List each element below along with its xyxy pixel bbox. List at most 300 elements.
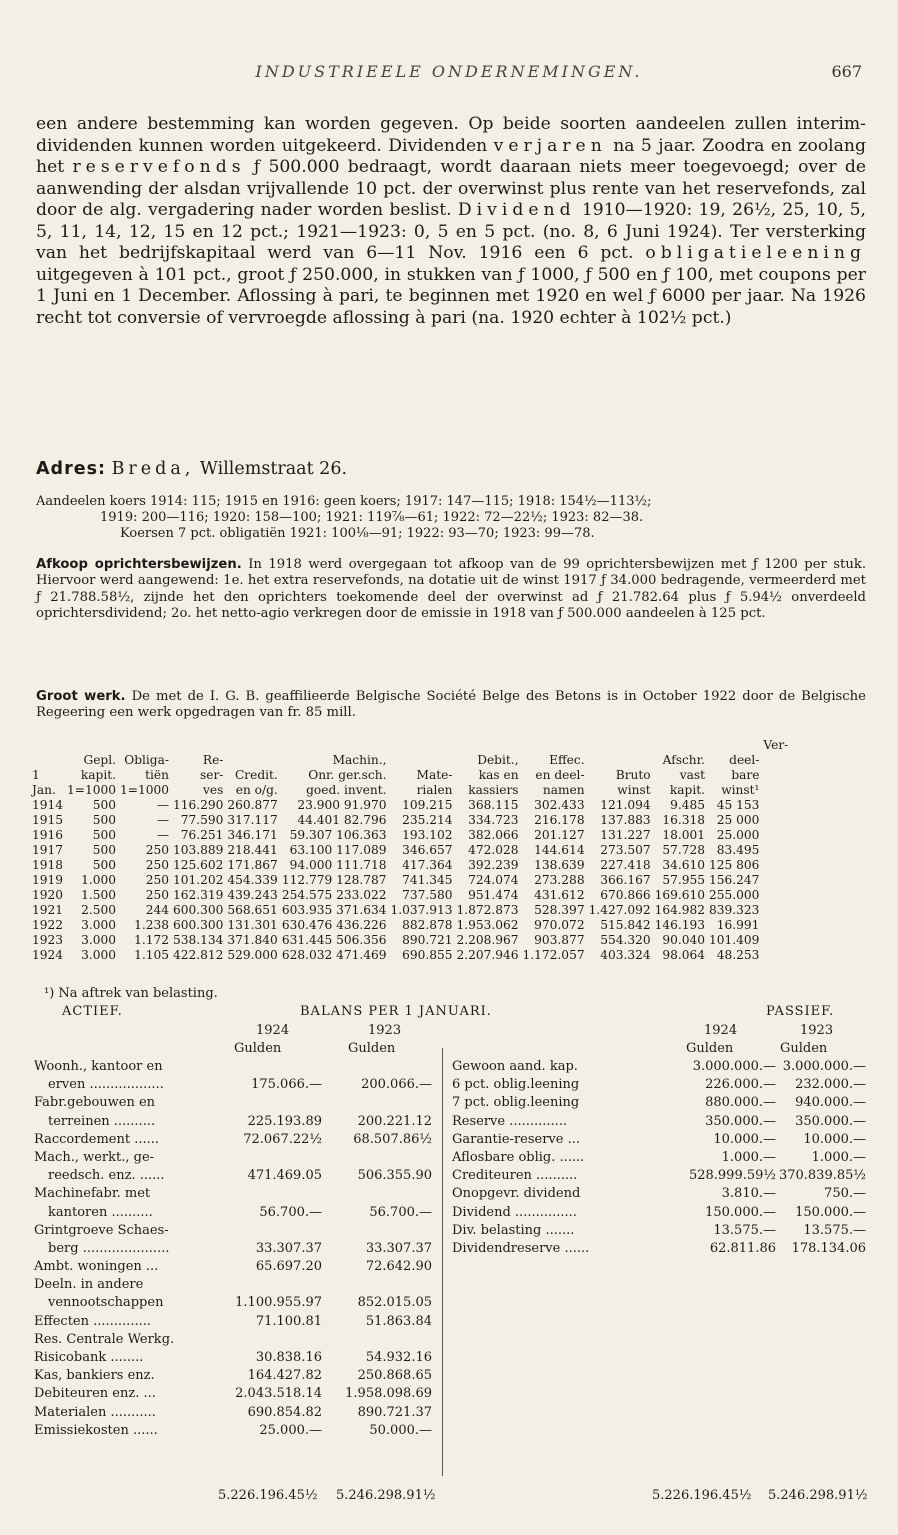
header-cell [225, 753, 279, 768]
header-cell [587, 738, 653, 753]
header-cell: Onr. ger.sch. [308, 768, 387, 782]
value-1924: 226.000.— [705, 1077, 776, 1093]
table-cell: 603.935 371.634 [281, 903, 387, 917]
table-cell: 116.290 [173, 798, 224, 812]
value-1923: 1.958.098.69 [345, 1386, 432, 1402]
actief-row [34, 1222, 434, 1240]
table-cell: 193.102 [402, 828, 453, 842]
value-1923: 350.000.— [795, 1113, 866, 1129]
header-cell [455, 738, 521, 753]
value-1923: 1.000.— [811, 1149, 866, 1165]
table-cell: 1.172 [134, 933, 169, 947]
actief-currency-1924: Gulden [234, 1041, 282, 1056]
table-cell: 1922 [32, 918, 64, 932]
header-cell [587, 753, 653, 768]
value-1923: 232.000.— [795, 1077, 866, 1093]
header-cell [521, 738, 587, 753]
table-cell: 500 [92, 798, 117, 812]
header-cell: winst¹ [721, 783, 760, 797]
table-cell: 346.657 [402, 843, 453, 857]
body-paragraph [36, 114, 866, 329]
value-1924: 1.000.— [721, 1149, 776, 1165]
actief-currency-1923: Gulden [348, 1041, 396, 1056]
table-cell: 109.215 [402, 798, 453, 812]
table-row [30, 888, 790, 903]
table-cell: 890.721 [402, 933, 453, 947]
header-cell [30, 738, 65, 753]
value-1924: 72.067.22½ [243, 1131, 322, 1147]
value-1923: 506.355.90 [357, 1168, 432, 1184]
value-1923: 940.000.— [795, 1095, 866, 1111]
header-cell: ves [203, 783, 224, 797]
table-cell: 9.485 [670, 798, 706, 812]
table-cell: 1916 [32, 828, 64, 842]
header-cell: Gepl. [83, 753, 117, 767]
afkoop-heading: Afkoop oprichtersbewijzen. [36, 557, 242, 572]
table-cell: 255.000 [709, 888, 760, 902]
header-cell: Jan. [32, 783, 56, 797]
item-label: Grintgroeve Schaes- [34, 1222, 169, 1238]
header-cell: deel- [729, 753, 760, 767]
header-cell [118, 738, 171, 753]
header-cell: namen [542, 783, 585, 797]
value-1924: 3.810.— [721, 1186, 776, 1202]
item-label: Reserve .............. [452, 1113, 568, 1129]
actief-row [34, 1349, 434, 1367]
footnote: ¹) Na aftrek van belasting. [44, 986, 218, 1001]
value-1924: 33.307.37 [255, 1240, 322, 1256]
item-label: Machinefabr. met [34, 1186, 151, 1202]
running-title: INDUSTRIEELE ONDERNEMINGEN. [255, 62, 643, 81]
header-cell: tiën [145, 768, 169, 782]
value-1923: 56.700.— [369, 1204, 432, 1220]
passief-row [452, 1113, 872, 1131]
actief-row [34, 1422, 434, 1440]
header-cell [388, 738, 454, 753]
table-cell: 44.401 82.796 [297, 813, 387, 827]
actief-row [34, 1076, 434, 1094]
value-1924: 350.000.— [705, 1113, 776, 1129]
value-1923: 750.— [824, 1186, 866, 1202]
table-cell: 3.000 [81, 933, 117, 947]
value-1924: 2.043.518.14 [235, 1386, 322, 1402]
koers-line: 1919: 200—116; 1920: 158—100; 1921: 119⅞—61; 1922: 72—22½; 1923: 82—38. [100, 510, 644, 525]
table-cell: 18.001 [662, 828, 706, 842]
table-cell: 724.074 [468, 873, 519, 887]
paragraph-text: ƒ 500.000 bedraagt, wordt daaraan niets meer toegevoegd; over de aanwending der alsdan vrijvallende 10 pct. der overwinst plus rente van het reservefonds, zal door de alg. vergadering nader worden beslist. [36, 157, 866, 220]
table-row [30, 813, 790, 828]
table-cell: 1.105 [134, 948, 169, 962]
table-cell: 366.167 [600, 873, 651, 887]
table-cell: 970.072 [534, 918, 585, 932]
table-cell: 1919 [32, 873, 64, 887]
value-1924: 13.575.— [713, 1222, 776, 1238]
table-row [30, 798, 790, 813]
address-line [36, 459, 347, 479]
item-label: Res. Centrale Werkg. [34, 1331, 175, 1347]
item-label: Raccordement ...... [34, 1131, 159, 1147]
table-cell: 1.172.057 [522, 948, 585, 962]
table-cell: 101.202 [173, 873, 224, 887]
value-1923: 250.868.65 [357, 1368, 432, 1384]
header-cell: en o/g. [235, 783, 278, 797]
item-label: terreinen .......... [48, 1113, 156, 1129]
table-cell: 368.115 [468, 798, 519, 812]
table-cell: 144.614 [534, 843, 585, 857]
table-row [30, 873, 790, 888]
value-1923: 3.000.000.— [782, 1059, 866, 1074]
table-cell: 317.117 [227, 813, 278, 827]
header-cell: ser- [199, 768, 224, 782]
table-cell: 500 [92, 828, 117, 842]
table-cell: 162.319 [173, 888, 224, 902]
table-cell: 260.877 [227, 798, 278, 812]
table-cell: 77.590 [180, 813, 224, 827]
table-cell: 1.953.062 [456, 918, 519, 932]
value-1924: 164.427.82 [247, 1368, 322, 1384]
paragraph-text: na 5 jaar. Zoodra en zoolang het [36, 135, 866, 177]
table-cell: 169.610 [654, 888, 706, 902]
header-cell: Effec. [549, 753, 585, 767]
table-cell: 1924 [32, 948, 64, 962]
header-cell: Obliga- [124, 753, 169, 767]
actief-row [34, 1367, 434, 1385]
item-label: Effecten .............. [34, 1313, 151, 1329]
actief-row [34, 1258, 434, 1276]
value-1923: 33.307.37 [365, 1240, 432, 1256]
item-label: Fabr.gebouwen en [34, 1095, 156, 1111]
table-cell: 431.612 [534, 888, 585, 902]
actief-total-1923: 5.246.298.91½ [336, 1488, 436, 1503]
page-number: 667 [831, 62, 862, 81]
item-label: Dividend ............... [452, 1204, 577, 1220]
passief-year-1924: 1924 [704, 1023, 738, 1038]
table-cell: — [156, 813, 169, 827]
value-1923: 10.000.— [803, 1131, 866, 1147]
column-divider [442, 1048, 443, 1476]
table-cell: 1.037.913 [390, 903, 453, 917]
table-cell: 334.723 [468, 813, 519, 827]
table-cell: 302.433 [534, 798, 585, 812]
table-cell: 23.900 91.970 [297, 798, 387, 812]
header-cell: kas en [478, 768, 519, 782]
table-cell: 741.345 [402, 873, 453, 887]
table-cell: 454.339 [227, 873, 278, 887]
header-cell: en deel- [535, 768, 585, 782]
item-label: Gewoon aand. kap. [452, 1059, 578, 1074]
table-cell: 630.476 436.226 [281, 918, 387, 932]
groot-werk-paragraph [36, 689, 866, 722]
item-label: Risicobank ........ [34, 1350, 144, 1365]
table-cell: 101.409 [709, 933, 760, 947]
table-cell: 1.500 [81, 888, 117, 902]
actief-row [34, 1385, 434, 1403]
value-1924: 150.000.— [705, 1204, 776, 1220]
table-cell: 250 [145, 858, 169, 872]
table-cell: 631.445 506.356 [281, 933, 387, 947]
table-cell: 1914 [32, 798, 64, 812]
table-cell: 57.955 [662, 873, 706, 887]
item-label: Deeln. in andere [34, 1277, 144, 1293]
actief-row [34, 1185, 434, 1203]
table-cell: 500 [92, 813, 117, 827]
table-cell: 103.889 [173, 843, 224, 857]
table-cell: 59.307 106.363 [289, 828, 387, 842]
running-header [0, 62, 898, 84]
header-cell: Bruto [615, 768, 651, 782]
actief-year-1923: 1923 [368, 1023, 402, 1038]
table-cell: 529.000 [227, 948, 278, 962]
item-label: berg ..................... [48, 1240, 170, 1256]
table-cell: 690.855 [402, 948, 453, 962]
header-cell: vast [679, 768, 706, 782]
value-1924: 1.100.955.97 [235, 1295, 322, 1311]
header-cell: winst [617, 783, 651, 797]
item-label: Dividendreserve ...... [452, 1240, 590, 1256]
table-cell: 235.214 [402, 813, 453, 827]
header-cell: Afschr. [662, 753, 706, 767]
value-1924: 71.100.81 [255, 1313, 322, 1329]
value-1923: 50.000.— [369, 1422, 432, 1438]
table-cell: 472.028 [468, 843, 519, 857]
value-1924: 30.838.16 [255, 1350, 322, 1365]
table-cell: 164.982 [654, 903, 706, 917]
header-cell: Debit., [477, 753, 519, 767]
table-cell: 3.000 [81, 918, 117, 932]
value-1923: 13.575.— [803, 1222, 866, 1238]
passief-row [452, 1131, 872, 1149]
value-1924: 528.999.59½ [688, 1168, 776, 1184]
table-cell: 250 [145, 873, 169, 887]
item-label: Crediteuren .......... [452, 1168, 578, 1184]
table-cell: 1.427.092 [588, 903, 651, 917]
afkoop-text: In 1918 werd overgegaan tot afkoop van de 99 oprichtersbewijzen met ƒ 1200 per stuk. Hiervoor werd aangewend: 1e. het extra reservefonds, na dotatie uit de winst 1917 ƒ 34.000 bedragende, vermeerderd met ƒ 21.788.58½, zijnde het den oprichters toekomende deel der overwinst ad ƒ 21.782.64 plus ƒ 5.94½ onverdeeld oprichtersdividend; 2o. het netto-agio verkregen door de emissie in 1918 van ƒ 500.000 aandeelen à 125 pct. [36, 557, 867, 622]
table-cell: 1917 [32, 843, 64, 857]
table-cell: 25 000 [716, 813, 760, 827]
passief-currency-1923: Gulden [780, 1041, 828, 1056]
table-cell: 273.288 [534, 873, 585, 887]
table-cell: 439.243 [227, 888, 278, 902]
actief-row [34, 1313, 434, 1331]
table-cell: 1921 [32, 903, 64, 917]
item-label: Aflosbare oblig. ...... [452, 1149, 585, 1165]
table-row [30, 843, 790, 858]
header-cell: Machin., [332, 753, 387, 767]
table-cell: 250 [145, 888, 169, 902]
table-cell: 670.866 [600, 888, 651, 902]
table-cell: 737.580 [402, 888, 453, 902]
item-label: Materialen ........... [34, 1404, 156, 1420]
item-label: Div. belasting ....... [452, 1222, 575, 1238]
actief-column [34, 1058, 434, 1440]
actief-row [34, 1331, 434, 1349]
actief-year-1924: 1924 [256, 1023, 290, 1038]
table-cell: 131.227 [600, 828, 651, 842]
header-cell: Credit. [234, 768, 278, 782]
header-cell [280, 738, 389, 753]
header-cell: Mate- [416, 768, 453, 782]
table-header-row [30, 783, 790, 798]
item-label: Woonh., kantoor en [34, 1059, 163, 1074]
table-cell: 216.178 [534, 813, 585, 827]
table-cell: 48.253 [716, 948, 760, 962]
header-cell [171, 738, 225, 753]
table-cell: 273.507 [600, 843, 651, 857]
actief-row [34, 1131, 434, 1149]
actief-row [34, 1276, 434, 1294]
table-cell: 1920 [32, 888, 64, 902]
passief-row [452, 1058, 872, 1076]
passief-row [452, 1167, 872, 1185]
spaced-term: reservefonds [72, 157, 246, 177]
value-1924: 65.697.20 [255, 1259, 322, 1275]
item-label: Kas, bankiers enz. [34, 1368, 155, 1384]
table-cell: 500 [92, 858, 117, 872]
value-1923: 68.507.86½ [353, 1131, 432, 1147]
header-cell: kapit. [80, 768, 117, 782]
table-row [30, 948, 790, 963]
value-1924: 56.700.— [259, 1204, 322, 1220]
table-cell: 1.238 [134, 918, 169, 932]
table-cell: 2.208.967 [456, 933, 519, 947]
paragraph-text: uitgegeven à 101 pct., groot ƒ 250.000, in stukken van ƒ 1000, ƒ 500 en ƒ 100, met coupons per 1 Juni en 1 December. Aflossing à pari, te beginnen met 1920 en wel ƒ 6000 per jaar. Na 1926 recht tot conversie of vervroegde aflossing à pari (na. 1920 echter à 102½ pct.) [36, 264, 866, 328]
table-cell: 951.474 [468, 888, 519, 902]
item-label: 7 pct. oblig.leening [452, 1095, 580, 1111]
value-1923: 150.000.— [795, 1204, 866, 1220]
item-label: vennootschappen [48, 1295, 164, 1311]
table-cell: 1923 [32, 933, 64, 947]
item-label: Ambt. woningen ... [34, 1259, 159, 1275]
actief-row [34, 1167, 434, 1185]
item-label: Mach., werkt., ge- [34, 1149, 155, 1165]
passief-row [452, 1094, 872, 1112]
header-cell: Re- [202, 753, 224, 767]
table-header-row [30, 753, 790, 768]
table-row [30, 918, 790, 933]
table-cell: 146.193 [654, 918, 706, 932]
table-cell: 218.441 [227, 843, 278, 857]
table-cell: 3.000 [81, 948, 117, 962]
table-cell: 90.040 [662, 933, 706, 947]
header-cell [707, 738, 761, 753]
table-cell: 403.324 [600, 948, 651, 962]
table-cell: 2.207.946 [456, 948, 519, 962]
spaced-term: Dividend [457, 200, 576, 220]
address-city: Breda, [111, 459, 195, 479]
table-cell: 371.840 [227, 933, 278, 947]
table-cell: 554.320 [600, 933, 651, 947]
actief-row [34, 1294, 434, 1312]
passief-total-1924: 5.226.196.45½ [652, 1488, 752, 1503]
table-cell: 34.610 [662, 858, 706, 872]
passief-row [452, 1222, 872, 1240]
table-row [30, 903, 790, 918]
passief-row [452, 1204, 872, 1222]
table-cell: 422.812 [173, 948, 224, 962]
table-cell: 63.100 117.089 [289, 843, 387, 857]
item-label: Debiteuren enz. ... [34, 1386, 156, 1402]
passief-column [452, 1058, 872, 1258]
table-cell: 201.127 [534, 828, 585, 842]
value-1924: 10.000.— [713, 1131, 776, 1147]
actief-row [34, 1240, 434, 1258]
koers-line: Aandeelen koers 1914: 115; 1915 en 1916: geen koers; 1917: 147—115; 1918: 154½—113½; [36, 494, 652, 509]
header-cell: rialen [416, 783, 453, 797]
table-cell: 528.397 [534, 903, 585, 917]
table-header-row [30, 768, 790, 783]
passief-row [452, 1240, 872, 1258]
table-cell: 2.500 [81, 903, 117, 917]
balans-title: BALANS PER 1 JANUARI. [300, 1004, 492, 1019]
item-label: kantoren .......... [48, 1204, 153, 1220]
table-cell: 1.000 [81, 873, 117, 887]
item-label: 6 pct. oblig.leening [452, 1077, 580, 1093]
actief-row [34, 1404, 434, 1422]
table-cell: 131.301 [227, 918, 278, 932]
table-cell: 25.000 [716, 828, 760, 842]
value-1924: 62.811.86 [709, 1240, 776, 1256]
item-label: erven .................. [48, 1077, 164, 1093]
spaced-term: obligatieleening [645, 243, 866, 263]
value-1924: 3.000.000.— [692, 1059, 776, 1074]
value-1924: 880.000.— [705, 1095, 776, 1111]
table-cell: 882.878 [402, 918, 453, 932]
passief-label: PASSIEF. [766, 1004, 835, 1019]
table-cell: 112.779 128.787 [281, 873, 387, 887]
value-1923: 54.932.16 [365, 1350, 432, 1365]
value-1923: 852.015.05 [357, 1295, 432, 1311]
address-label: Adres: [36, 459, 106, 479]
table-cell: 98.064 [662, 948, 706, 962]
table-cell: 125.602 [173, 858, 224, 872]
header-cell: bare [731, 768, 760, 782]
table-cell: 227.418 [600, 858, 651, 872]
actief-row [34, 1094, 434, 1112]
table-cell: 538.134 [173, 933, 224, 947]
groot-werk-heading: Groot werk. [36, 689, 126, 704]
koers-block [36, 494, 866, 542]
value-1923: 200.066.— [361, 1077, 432, 1093]
table-cell: 16.991 [716, 918, 760, 932]
item-label: Garantie-reserve ... [452, 1131, 580, 1147]
actief-label: ACTIEF. [62, 1004, 123, 1019]
header-cell [65, 738, 118, 753]
table-cell: 1918 [32, 858, 64, 872]
table-row [30, 933, 790, 948]
item-label: reedsch. enz. ...... [48, 1168, 165, 1184]
actief-row [34, 1204, 434, 1222]
value-1923: 200.221.12 [357, 1113, 432, 1129]
value-1924: 175.066.— [251, 1077, 322, 1093]
table-cell: 57.728 [662, 843, 706, 857]
header-cell [653, 738, 707, 753]
passief-year-1923: 1923 [800, 1023, 834, 1038]
value-1923: 890.721.37 [357, 1404, 432, 1420]
table-cell: 903.877 [534, 933, 585, 947]
header-cell: 1=1000 [120, 783, 169, 797]
value-1923: 178.134.06 [791, 1240, 866, 1256]
table-cell: 171.867 [227, 858, 278, 872]
table-cell: — [156, 798, 169, 812]
table-cell: 839.323 [709, 903, 760, 917]
table-cell: 568.651 [227, 903, 278, 917]
table-cell: 382.066 [468, 828, 519, 842]
passief-row [452, 1149, 872, 1167]
table-cell: 125 806 [709, 858, 760, 872]
afkoop-paragraph [36, 557, 866, 623]
passief-row [452, 1185, 872, 1203]
table-row [30, 858, 790, 873]
